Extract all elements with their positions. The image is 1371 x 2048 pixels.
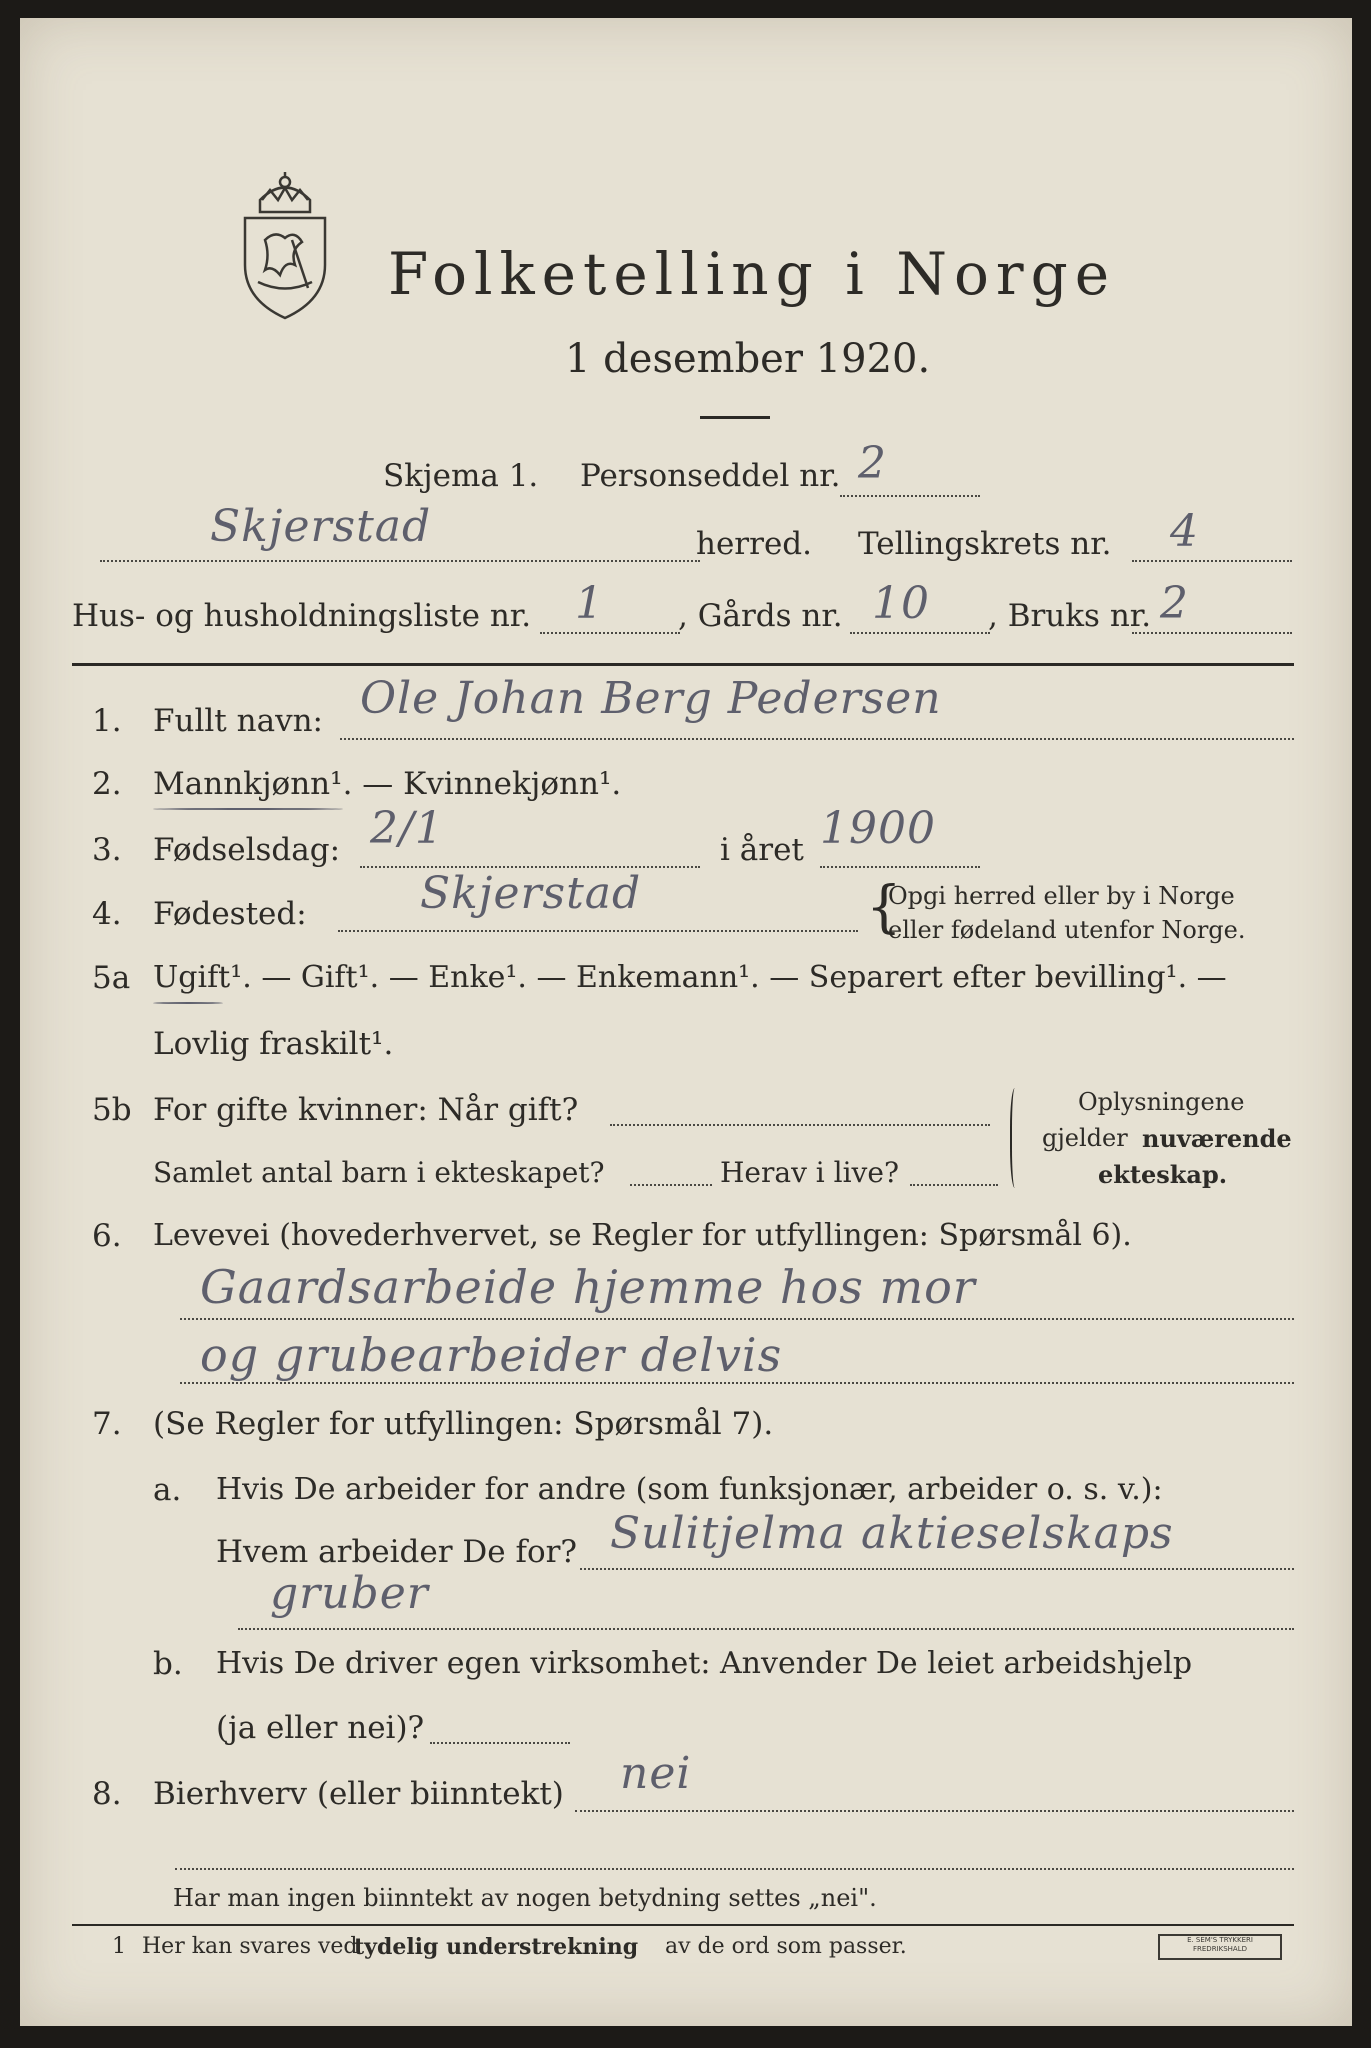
q1-number: 1. <box>92 703 122 739</box>
personseddel-label: Personseddel nr. <box>580 458 841 494</box>
q7a-letter: a. <box>153 1472 182 1508</box>
bruks-label: , Bruks nr. <box>988 598 1152 634</box>
bruks-field[interactable] <box>1132 632 1292 634</box>
full-name-value: Ole Johan Berg Pedersen <box>360 673 942 724</box>
side-income-label: Bierhverv (eller biinntekt) <box>153 1776 564 1812</box>
q5b-number: 5b <box>92 1092 132 1128</box>
birthplace-field[interactable] <box>338 930 858 932</box>
printer-stamp-line1: E. SEM'S TRYKKERI <box>1187 1936 1253 1944</box>
q3-number: 3. <box>92 832 122 868</box>
herred-field[interactable] <box>100 560 700 562</box>
occupation-label: Levevei (hovederhvervet, se Regler for utfyllingen: Spørsmål 6). <box>153 1218 1132 1253</box>
census-date: 1 desember 1920. <box>565 336 931 382</box>
tellingskrets-label: Tellingskrets nr. <box>858 526 1112 562</box>
gender-options[interactable]: Mannkjønn¹. — Kvinnekjønn¹. <box>153 766 622 802</box>
q4-label: Fødested: <box>153 896 307 932</box>
occupation-field-line1[interactable] <box>180 1318 1294 1320</box>
birthplace-note-brace: { <box>866 875 902 940</box>
children-alive-field[interactable] <box>910 1184 998 1186</box>
footnote-mark: 1 <box>112 1934 126 1959</box>
q2-number: 2. <box>92 766 122 802</box>
occupation-value-line1: Gaardsarbeide hjemme hos mor <box>200 1260 976 1314</box>
q3-label: Fødselsdag: <box>153 832 341 868</box>
marital-status-options-line2[interactable]: Lovlig fraskilt¹. <box>153 1026 394 1062</box>
q6-number: 6. <box>92 1218 122 1254</box>
side-income-value: nei <box>620 1748 692 1799</box>
gender-underline-mark <box>153 808 343 810</box>
occupation-value-line2: og grubearbeider delvis <box>200 1328 783 1382</box>
marital-status-options[interactable]: Ugift¹. — Gift¹. — Enke¹. — Enkemann¹. — Separert efter bevilling¹. — <box>153 960 1227 995</box>
children-total-field[interactable] <box>630 1184 712 1186</box>
birth-year-label: i året <box>720 832 804 868</box>
footnote-text-c: av de ord som passer. <box>665 1934 907 1959</box>
q7-number: 7. <box>92 1406 122 1442</box>
printer-stamp-line2: FREDRIKSHALD <box>1192 1945 1247 1953</box>
personseddel-field[interactable] <box>840 495 980 497</box>
q7b-letter: b. <box>153 1646 183 1682</box>
marriage-note-line3: ekteskap. <box>1098 1160 1228 1189</box>
hus-label: Hus- og husholdningsliste nr. <box>72 598 532 634</box>
norway-coat-of-arms-icon <box>230 170 340 320</box>
q8-number: 8. <box>92 1776 122 1812</box>
employer-field-line2[interactable] <box>238 1628 1294 1630</box>
form-title: Folketelling i Norge <box>388 240 1117 308</box>
employer-label: Hvem arbeider De for? <box>216 1534 578 1570</box>
marriage-note-line2b: nuværende <box>1142 1124 1292 1153</box>
birthplace-value: Skjerstad <box>420 868 642 919</box>
title-divider <box>700 416 770 419</box>
hus-field[interactable] <box>540 632 680 634</box>
marital-underline-mark <box>153 1002 223 1004</box>
schema-label: Skjema 1. <box>383 458 539 494</box>
gards-field[interactable] <box>850 632 990 634</box>
children-total-label: Samlet antal barn i ekteskapet? <box>153 1156 605 1189</box>
q4-number: 4. <box>92 896 122 932</box>
children-alive-label: Herav i live? <box>720 1156 899 1189</box>
q1-label: Fullt navn: <box>153 703 323 739</box>
marriage-note-line2a: gjelder <box>1042 1124 1128 1152</box>
marriage-note-bracket <box>1010 1088 1022 1188</box>
herred-label: herred. <box>696 526 812 562</box>
herred-value: Skjerstad <box>210 501 432 552</box>
gards-value: 10 <box>872 578 930 629</box>
tellingskrets-field[interactable] <box>1132 560 1292 562</box>
employer-value-line1: Sulitjelma aktieselskaps <box>610 1508 1174 1559</box>
side-income-field-line2[interactable] <box>175 1868 1294 1870</box>
employer-field-line1[interactable] <box>580 1568 1294 1570</box>
hired-help-field[interactable] <box>430 1742 570 1744</box>
census-form-sheet <box>20 18 1352 2026</box>
personseddel-value: 2 <box>858 438 887 489</box>
footnote-text-b: tydelig understrekning <box>354 1934 639 1960</box>
married-when-field[interactable] <box>610 1124 990 1126</box>
q5a-number: 5a <box>92 960 131 996</box>
birth-year-field[interactable] <box>820 866 980 868</box>
gards-label: , Gårds nr. <box>678 598 843 634</box>
birth-year-value: 1900 <box>820 803 936 854</box>
q7b-line1: Hvis De driver egen virksomhet: Anvender De leiet arbeidshjelp <box>216 1646 1193 1681</box>
printer-stamp <box>1158 1934 1282 1960</box>
tellingskrets-value: 4 <box>1170 506 1199 557</box>
footnote-text-a: Her kan svares ved <box>142 1934 358 1959</box>
side-income-field-line1[interactable] <box>575 1810 1294 1812</box>
header-divider <box>72 663 1294 666</box>
married-when-label: For gifte kvinner: Når gift? <box>153 1092 579 1128</box>
birthplace-note-line2: eller fødeland utenfor Norge. <box>888 916 1246 944</box>
hired-help-label: (ja eller nei)? <box>216 1710 425 1746</box>
bruks-value: 2 <box>1160 578 1189 629</box>
employer-value-line2: gruber <box>270 1568 429 1619</box>
q7-label: (Se Regler for utfyllingen: Spørsmål 7). <box>153 1406 774 1442</box>
side-income-note: Har man ingen biinntekt av nogen betydning settes „nei". <box>173 1884 877 1912</box>
occupation-field-line2[interactable] <box>180 1382 1294 1384</box>
footnote-divider <box>72 1924 1294 1926</box>
birthplace-note-line1: Opgi herred eller by i Norge <box>888 882 1235 910</box>
q7a-line1: Hvis De arbeider for andre (som funksjonær, arbeider o. s. v.): <box>216 1472 1163 1507</box>
hus-value: 1 <box>575 578 604 629</box>
marriage-note-line1: Oplysningene <box>1078 1088 1245 1116</box>
full-name-field[interactable] <box>340 738 1294 740</box>
birthdate-value: 2/1 <box>370 803 444 854</box>
